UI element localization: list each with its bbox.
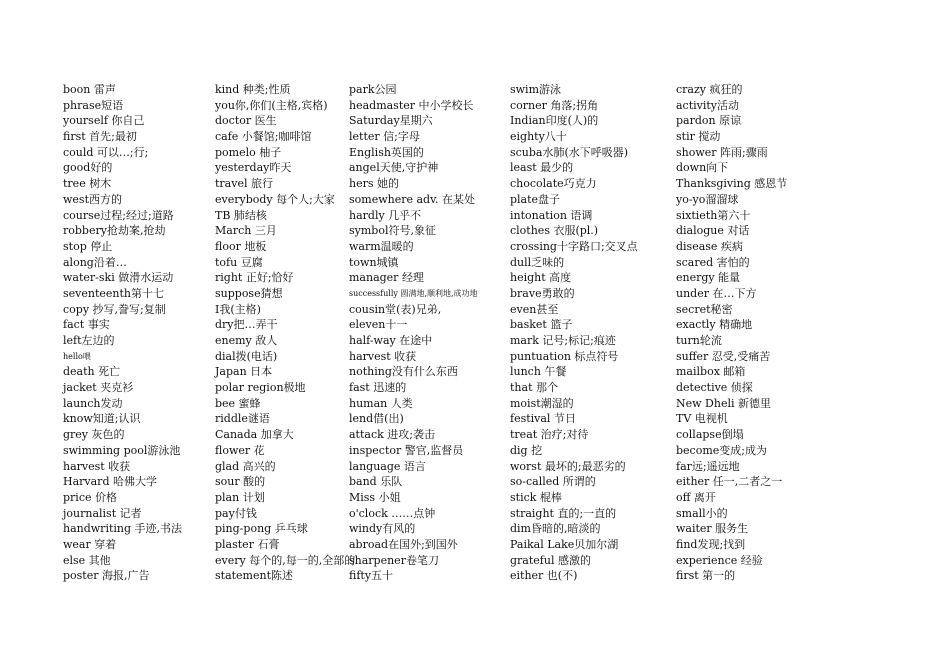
vocab-entry: secret秘密 (676, 302, 733, 316)
vocab-entry: fact 事实 (63, 318, 110, 332)
vocab-entry: town城镇 (349, 255, 399, 269)
vocab-entry: that 那个 (510, 381, 558, 395)
vocab-entry: symbol符号,象征 (349, 224, 436, 238)
vocab-entry: you你,你们(主格,宾格) (215, 98, 328, 112)
vocab-entry: kind 种类;性质 (215, 83, 291, 96)
vocab-entry: grateful 感激的 (510, 553, 591, 567)
vocab-entry: mailbox 邮箱 (676, 365, 746, 379)
vocab-entry: right 正好;恰好 (215, 271, 294, 285)
vocab-entry: along沿着… (63, 255, 127, 269)
vocab-entry: energy 能量 (676, 271, 741, 285)
vocab-entry: collapse倒塌 (676, 428, 744, 442)
vocab-entry: puntuation 标点符号 (510, 349, 619, 363)
vocab-entry: Miss 小姐 (349, 490, 401, 504)
vocab-entry: Indian印度(人)的 (510, 114, 599, 128)
vocab-entry: suffer 忍受,受痛苦 (676, 349, 771, 363)
vocab-entry: down向下 (676, 161, 729, 175)
vocab-entry: yourself 你自己 (63, 114, 145, 128)
vocab-entry: language 语言 (349, 459, 426, 473)
vocab-entry: launch发动 (63, 396, 123, 410)
vocab-entry: plate盘子 (510, 192, 561, 206)
vocab-entry: journalist 记者 (63, 506, 142, 520)
vocab-entry: boon 雷声 (63, 83, 116, 96)
vocab-entry: statement陈述 (215, 569, 293, 583)
vocab-entry: every 每个的,每一的,全部的 (215, 553, 356, 567)
vocab-entry: price 价格 (63, 490, 117, 504)
vocab-entry: plaster 石膏 (215, 537, 280, 551)
vocab-entry: Canada 加拿大 (215, 428, 294, 442)
vocab-entry: scuba水肺(水下呼吸器) (510, 145, 629, 159)
vocab-entry: half-way 在途中 (349, 334, 433, 347)
vocab-entry: far远;遥远地 (676, 459, 740, 473)
vocab-column-5 (676, 82, 787, 584)
vocab-entry: harvest 收获 (63, 459, 131, 473)
vocab-entry: seventeenth第十七 (63, 286, 164, 300)
vocab-entry: swim游泳 (510, 83, 562, 96)
vocab-entry: warm温暖的 (349, 239, 414, 253)
vocab-entry: else 其他 (63, 553, 111, 567)
vocab-entry: water-ski 做滑水运动 (63, 271, 174, 285)
vocab-entry: March 三月 (215, 224, 277, 238)
vocab-entry: intonation 语调 (510, 208, 593, 222)
vocab-entry: Paikal Lake贝加尔湖 (510, 537, 619, 551)
vocab-entry: dim昏暗的,暗淡的 (510, 522, 601, 536)
vocab-entry: either 也(不) (510, 569, 578, 583)
vocab-entry: flower 花 (215, 443, 265, 457)
vocab-entry: TB 肺结核 (215, 208, 267, 222)
vocab-entry: bee 蜜蜂 (215, 396, 261, 410)
vocab-entry: yesterday昨天 (215, 161, 292, 175)
vocab-entry: corner 角落;拐角 (510, 98, 599, 112)
vocab-entry: stir 搅动 (676, 130, 721, 144)
vocab-entry: hers 她的 (349, 177, 399, 191)
vocab-entry: brave勇敢的 (510, 286, 575, 300)
vocab-entry: riddle谜语 (215, 412, 270, 426)
vocab-entry: dry把…弄干 (215, 318, 278, 332)
vocab-entry: fast 迅速的 (349, 381, 407, 395)
vocab-entry: suppose猜想 (215, 286, 283, 300)
vocab-entry: tofu 豆腐 (215, 255, 263, 269)
vocab-entry: ping-pong 乒乓球 (215, 522, 308, 536)
vocab-entry: height 高度 (510, 271, 572, 285)
vocab-entry: eleven十一 (349, 318, 408, 332)
vocab-entry: left左边的 (63, 334, 115, 347)
vocab-entry: sharpener卷笔刀 (349, 553, 439, 567)
vocab-entry: Thanksgiving 感恩节 (676, 177, 788, 191)
vocab-entry: first 第一的 (676, 569, 736, 583)
vocab-entry: swimming pool游泳池 (63, 443, 181, 457)
vocab-entry: lunch 午餐 (510, 365, 567, 379)
vocab-entry: angel天使,守护神 (349, 161, 439, 175)
vocab-entry: floor 地板 (215, 239, 267, 253)
vocab-entry: basket 篮子 (510, 318, 573, 332)
vocab-entry: band 乐队 (349, 475, 403, 489)
vocab-entry: manager 经理 (349, 271, 424, 285)
vocab-entry: detective 侦探 (676, 381, 753, 395)
vocab-entry: lend借(出) (349, 412, 404, 426)
vocab-entry: chocolate巧克力 (510, 177, 597, 191)
vocab-entry: become变成;成为 (676, 443, 767, 457)
vocab-entry: treat 治疗;对待 (510, 428, 589, 442)
vocab-entry: scared 害怕的 (676, 255, 750, 269)
vocab-entry: crossing十字路口;交叉点 (510, 239, 638, 253)
vocab-entry: straight 直的;一直的 (510, 506, 617, 520)
vocab-entry: park公园 (349, 83, 397, 96)
vocab-entry: somewhere adv. 在某处 (349, 192, 475, 206)
vocab-column-1 (63, 82, 182, 584)
vocab-entry: could 可以…;行; (63, 145, 149, 159)
vocab-entry: nothing没有什么东西 (349, 365, 458, 379)
vocab-entry: clothes 衣服(pl.) (510, 224, 599, 238)
vocab-entry: pardon 原谅 (676, 114, 742, 128)
vocab-entry: o'clock ……点钟 (349, 506, 436, 520)
vocab-entry: hello喂 (63, 351, 91, 361)
vocab-entry: under 在…下方 (676, 286, 757, 300)
vocab-entry: Japan 日本 (215, 365, 273, 379)
vocab-entry: festival 节日 (510, 412, 576, 426)
vocab-entry: cousin堂(表)兄弟, (349, 302, 442, 316)
vocab-entry: inspector 警官,监督员 (349, 443, 464, 457)
vocab-entry: find发现;找到 (676, 537, 746, 551)
vocab-column-2 (215, 82, 355, 584)
vocab-entry: pomelo 柚子 (215, 145, 282, 159)
vocab-entry: dial拨(电话) (215, 349, 278, 363)
vocab-entry: grey 灰色的 (63, 428, 125, 442)
vocab-entry: robbery抢劫案,抢劫 (63, 224, 166, 238)
vocab-entry: travel 旅行 (215, 177, 273, 191)
vocab-entry: human 人类 (349, 396, 413, 410)
vocab-column-4 (510, 82, 638, 584)
vocab-entry: polar region极地 (215, 381, 306, 395)
vocab-entry: waiter 服务生 (676, 522, 749, 536)
vocab-entry: either 任一,二者之一 (676, 475, 783, 489)
vocab-entry: tree 树木 (63, 177, 112, 191)
vocab-entry: know知道;认识 (63, 412, 141, 426)
vocab-entry: pay付钱 (215, 506, 257, 520)
vocab-entry: worst 最坏的;最恶劣的 (510, 459, 626, 473)
vocab-column-3 (349, 82, 478, 584)
vocab-entry: enemy 敌人 (215, 334, 278, 347)
vocab-entry: dig 挖 (510, 443, 543, 457)
vocab-entry: experience 经验 (676, 553, 763, 567)
vocab-entry: death 死亡 (63, 365, 121, 379)
vocab-entry: wear 穿着 (63, 537, 117, 551)
vocab-entry: so-called 所谓的 (510, 475, 596, 489)
vocab-entry: activity活动 (676, 98, 740, 112)
vocab-entry: jacket 夹克衫 (63, 381, 134, 395)
vocab-entry: disease 疾病 (676, 239, 743, 253)
vocab-entry: abroad在国外;到国外 (349, 537, 458, 551)
vocab-entry: cafe 小餐馆;咖啡馆 (215, 130, 312, 144)
vocab-entry: eighty八十 (510, 130, 567, 144)
vocab-entry: plan 计划 (215, 490, 265, 504)
vocab-entry: Saturday星期六 (349, 114, 433, 128)
vocab-entry: TV 电视机 (676, 412, 728, 426)
vocab-entry: dialogue 对话 (676, 224, 750, 238)
vocab-entry: good好的 (63, 161, 113, 175)
vocab-entry: windy有风的 (349, 522, 416, 536)
vocab-entry: doctor 医生 (215, 114, 277, 128)
vocab-entry: Harvard 哈佛大学 (63, 475, 157, 489)
vocab-entry: attack 进攻;袭击 (349, 428, 435, 442)
vocab-entry: least 最少的 (510, 161, 574, 175)
vocab-entry: poster 海报,广告 (63, 569, 150, 583)
vocab-entry: I我(主格) (215, 302, 261, 316)
vocab-entry: west西方的 (63, 192, 122, 206)
vocab-entry: New Dheli 新德里 (676, 396, 771, 410)
vocab-entry: glad 高兴的 (215, 459, 276, 473)
vocab-entry: sixtieth第六十 (676, 208, 751, 222)
vocab-entry: hardly 几乎不 (349, 208, 422, 222)
vocab-entry: fifty五十 (349, 569, 394, 583)
vocab-entry: successfully 圆满地,顺利地,成功地 (349, 288, 478, 298)
vocab-entry: crazy 疯狂的 (676, 83, 743, 96)
vocab-entry: phrase短语 (63, 98, 124, 112)
vocab-entry: letter 信;字母 (349, 130, 420, 144)
vocab-entry: small小的 (676, 506, 728, 520)
vocab-entry: stick 棍棒 (510, 490, 562, 504)
vocab-entry: sour 酸的 (215, 475, 266, 489)
vocab-entry: English英国的 (349, 145, 424, 159)
vocab-entry: off 离开 (676, 490, 716, 504)
vocab-entry: shower 阵雨;骤雨 (676, 145, 768, 159)
vocab-entry: turn轮流 (676, 334, 722, 347)
vocab-entry: yo-yo溜溜球 (676, 192, 739, 206)
vocab-entry: even甚至 (510, 302, 559, 316)
vocab-entry: dull乏味的 (510, 255, 565, 269)
vocab-entry: everybody 每个人;大家 (215, 192, 335, 206)
vocab-entry: first 首先;最初 (63, 130, 137, 144)
vocab-entry: exactly 精确地 (676, 318, 753, 332)
vocab-entry: course过程;经过;道路 (63, 208, 174, 222)
vocab-entry: stop 停止 (63, 239, 113, 253)
vocab-entry: harvest 收获 (349, 349, 417, 363)
vocab-entry: handwriting 手迹,书法 (63, 522, 183, 536)
vocab-entry: headmaster 中小学校长 (349, 98, 474, 112)
vocab-entry: mark 记号;标记;痕迹 (510, 334, 616, 347)
vocab-entry: copy 抄写,誊写;复制 (63, 302, 166, 316)
vocab-entry: moist潮湿的 (510, 396, 574, 410)
